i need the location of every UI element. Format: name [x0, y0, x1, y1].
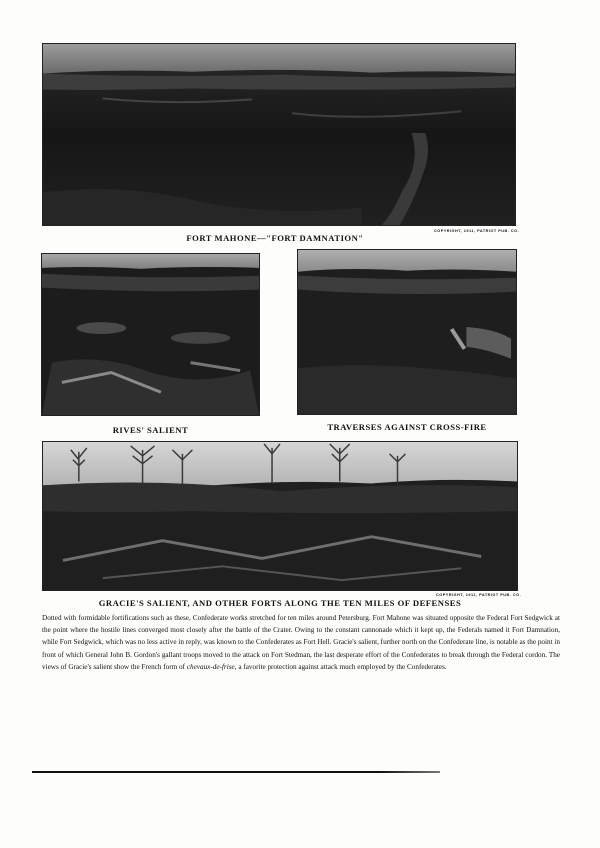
traverses-image — [298, 250, 516, 414]
copyright-bottom: COPYRIGHT, 1911, PATRIOT PUB. CO. — [436, 593, 522, 597]
caption-traverses: TRAVERSES AGAINST CROSS-FIRE — [327, 422, 487, 432]
caption-fort-mahone: FORT MAHONE—"FORT DAMNATION" — [186, 233, 364, 243]
body-paragraph — [42, 612, 560, 673]
caption-rives-salient: RIVES' SALIENT — [112, 425, 189, 435]
photo-traverses — [297, 249, 517, 415]
photo-fort-mahone — [42, 43, 516, 226]
footer-rule — [32, 771, 440, 773]
caption-gracies-salient: GRACIE'S SALIENT, AND OTHER FORTS ALONG THE TEN MILES OF DEFENSES — [98, 598, 462, 608]
body-text-main: Dotted with formidable fortifications such as these, Confederate works stretched for ten miles around Petersburg. Fort Mahone was situated opposite the Federal Fort Sedgwick at the point where the hostile lines converged most closely after the battle of the Crater. Owing to the constant cannonade which it kept up, the Federals named it Fort Damnation, while Fort Sedgwick, which was no less active in reply, was known to the Confederates as Fort Hell. Gracie's salient, further north on the Confederate line, is notable as the point in front of which General John B. Gordon's gallant troops moved to the attack on Fort Stedman, the last desperate effort of the Confederates to break through the Federal cordon. The views of Gracie's salient show the French form of — [42, 614, 560, 671]
rives-salient-image — [42, 254, 259, 415]
body-text-italic: chevaux-de-frise — [186, 662, 235, 671]
photo-gracies-salient — [42, 441, 518, 591]
gracies-salient-image — [43, 442, 517, 590]
fort-mahone-image — [43, 44, 515, 225]
photo-rives-salient — [41, 253, 260, 416]
copyright-top: COPYRIGHT, 1911, PATRIOT PUB. CO. — [434, 229, 520, 233]
body-text-end: , a favorite protection against attack much employed by the Confederates. — [234, 662, 447, 671]
